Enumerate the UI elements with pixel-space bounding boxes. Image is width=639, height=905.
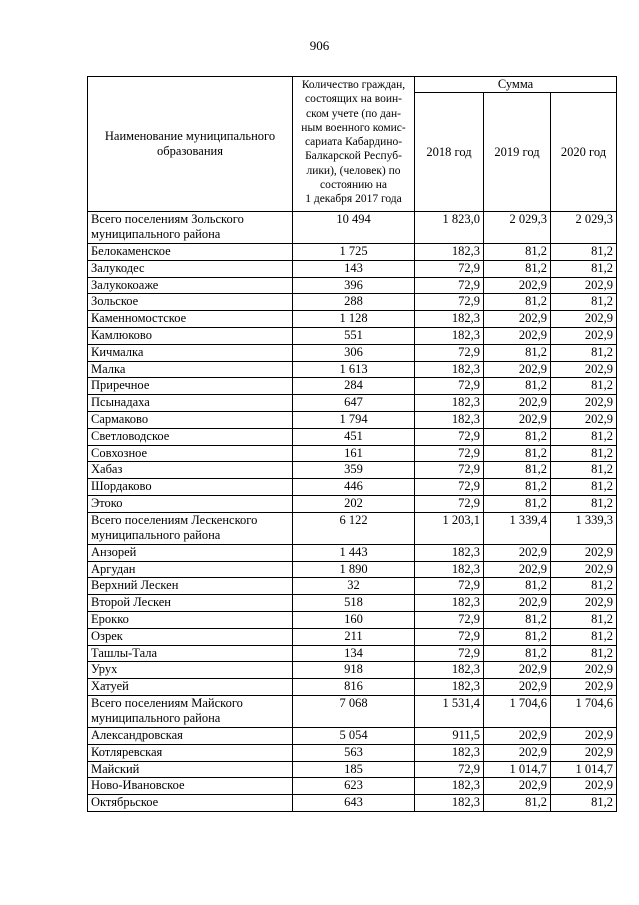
cell-2020: 81,2 [551,428,617,445]
cell-2018: 182,3 [415,327,484,344]
cell-2020: 81,2 [551,795,617,812]
table-body [88,212,617,812]
cell-name [88,378,293,395]
cell-2020: 202,9 [551,361,617,378]
table-row [88,445,617,462]
cell-2019: 2 029,3 [484,212,551,244]
cell-name-text-line2: муниципального района [91,527,221,542]
cell-2018: 182,3 [415,361,484,378]
cell-2019: 81,2 [484,294,551,311]
table-row [88,544,617,561]
cell-2018: 182,3 [415,544,484,561]
cell-2020: 202,9 [551,327,617,344]
cell-2018: 72,9 [415,428,484,445]
cell-name-text: Хатуей [91,679,129,694]
cell-count: 288 [293,294,415,311]
cell-2019: 81,2 [484,479,551,496]
header-count-line: Количество граждан, [301,79,406,91]
cell-name [88,361,293,378]
cell-2018: 72,9 [415,495,484,512]
table-row [88,679,617,696]
cell-count: 563 [293,744,415,761]
cell-2018: 1 203,1 [415,512,484,544]
cell-count: 161 [293,445,415,462]
cell-count: 211 [293,628,415,645]
cell-2018: 72,9 [415,645,484,662]
cell-2018: 72,9 [415,260,484,277]
cell-name-text: Аргудан [91,561,136,576]
cell-2019: 81,2 [484,578,551,595]
cell-count: 160 [293,611,415,628]
cell-2019: 81,2 [484,611,551,628]
cell-name [88,445,293,462]
cell-2019: 81,2 [484,445,551,462]
cell-count: 32 [293,578,415,595]
cell-2020: 202,9 [551,411,617,428]
cell-name-text: Камлюково [91,327,152,342]
allocation-table [87,76,617,812]
table-row [88,628,617,645]
cell-2019: 202,9 [484,679,551,696]
cell-name [88,512,293,544]
table-row [88,428,617,445]
cell-count: 1 725 [293,244,415,261]
cell-2019: 202,9 [484,727,551,744]
cell-count: 1 613 [293,361,415,378]
table-row [88,744,617,761]
cell-name-text: Урух [91,662,118,677]
cell-2018: 72,9 [415,578,484,595]
cell-2020: 81,2 [551,445,617,462]
cell-name [88,327,293,344]
cell-name [88,294,293,311]
table-row [88,361,617,378]
cell-name-text: Озрек [91,628,123,643]
cell-name [88,679,293,696]
cell-name [88,595,293,612]
header-sum: Сумма [415,77,617,93]
cell-name [88,244,293,261]
cell-name [88,578,293,595]
cell-name-text: Приречное [91,378,150,393]
cell-2018: 182,3 [415,244,484,261]
cell-name [88,311,293,328]
cell-2018: 1 823,0 [415,212,484,244]
cell-2018: 72,9 [415,378,484,395]
cell-name-text: Майский [91,761,140,776]
cell-2018: 72,9 [415,611,484,628]
cell-name-text: Ташлы-Тала [91,645,158,660]
cell-2018: 72,9 [415,761,484,778]
cell-count: 1 443 [293,544,415,561]
page-number: 906 [309,38,330,53]
table-row-total [88,512,617,544]
cell-count: 816 [293,679,415,696]
cell-2018: 72,9 [415,277,484,294]
cell-count: 134 [293,645,415,662]
cell-2019: 81,2 [484,344,551,361]
cell-name [88,778,293,795]
cell-name-text: Залукодес [91,260,145,275]
cell-2019: 81,2 [484,795,551,812]
header-count-line: 1 декабря 2017 года [305,193,402,206]
cell-name [88,727,293,744]
cell-2019: 1 704,6 [484,695,551,727]
table-row [88,244,617,261]
cell-count: 6 122 [293,512,415,544]
cell-2018: 182,3 [415,795,484,812]
table-row [88,260,617,277]
header-year-2019: 2019 год [484,93,551,212]
table-row [88,495,617,512]
cell-count: 643 [293,795,415,812]
header-year-2018: 2018 год [415,93,484,212]
cell-2020: 2 029,3 [551,212,617,244]
table-row [88,395,617,412]
cell-count: 518 [293,595,415,612]
cell-count: 284 [293,378,415,395]
cell-name-text: Псынадаха [91,395,150,410]
cell-count: 1 890 [293,561,415,578]
table-row [88,277,617,294]
cell-2018: 182,3 [415,561,484,578]
header-count-line: состоянию на [320,179,387,192]
table-row [88,479,617,496]
cell-2020: 202,9 [551,544,617,561]
cell-2020: 202,9 [551,778,617,795]
cell-name-text: Александровская [91,727,183,742]
cell-2019: 202,9 [484,778,551,795]
cell-name-text: Совхозное [91,445,148,460]
table-row [88,611,617,628]
cell-2020: 81,2 [551,294,617,311]
table-row [88,378,617,395]
cell-2020: 81,2 [551,578,617,595]
header-count-line: Балкарской Респуб- [305,150,402,163]
cell-name [88,260,293,277]
cell-name-text-line2: муниципального района [91,710,221,725]
cell-2019: 202,9 [484,277,551,294]
cell-name [88,212,293,244]
table-row [88,645,617,662]
cell-2018: 182,3 [415,411,484,428]
cell-2019: 81,2 [484,244,551,261]
cell-count: 623 [293,778,415,795]
cell-2020: 81,2 [551,479,617,496]
cell-2020: 81,2 [551,462,617,479]
cell-count: 143 [293,260,415,277]
cell-2019: 1 014,7 [484,761,551,778]
cell-2018: 182,3 [415,778,484,795]
cell-name-text: Всего поселениям Зольского [91,212,244,226]
cell-2019: 81,2 [484,628,551,645]
cell-count: 10 494 [293,212,415,244]
table-row [88,727,617,744]
table-row-total [88,212,617,244]
table-row [88,311,617,328]
cell-name [88,277,293,294]
cell-name-text: Залукокоаже [91,277,159,292]
cell-2020: 202,9 [551,311,617,328]
cell-name [88,479,293,496]
header-count-line: состоящих на воин- [305,93,402,106]
cell-count: 396 [293,277,415,294]
cell-2020: 202,9 [551,662,617,679]
cell-name [88,662,293,679]
cell-2020: 1 014,7 [551,761,617,778]
cell-count: 1 794 [293,411,415,428]
cell-count: 306 [293,344,415,361]
cell-count: 918 [293,662,415,679]
cell-2018: 182,3 [415,395,484,412]
cell-name-text-line2: муниципального района [91,227,221,241]
cell-2020: 202,9 [551,561,617,578]
cell-name-text: Каменномостское [91,311,187,326]
cell-name [88,695,293,727]
cell-2018: 182,3 [415,679,484,696]
cell-name-text: Малка [91,361,126,376]
cell-2020: 81,2 [551,378,617,395]
cell-name-text: Белокаменское [91,244,171,258]
cell-name [88,395,293,412]
cell-2020: 81,2 [551,344,617,361]
header-count [293,77,415,212]
table-row [88,462,617,479]
cell-2020: 81,2 [551,628,617,645]
cell-name [88,544,293,561]
cell-name [88,744,293,761]
cell-2019: 202,9 [484,662,551,679]
cell-2020: 202,9 [551,395,617,412]
cell-2018: 72,9 [415,445,484,462]
cell-name-text: Шордаково [91,479,152,494]
cell-name-text: Всего поселениям Майского [91,695,243,710]
table-row [88,561,617,578]
header-count-line: ском учете (по дан- [306,107,401,120]
header-name: Наименование муниципального образования [88,77,293,212]
header-count-line: ным военного комис- [301,121,406,134]
cell-2019: 1 339,4 [484,512,551,544]
cell-count: 446 [293,479,415,496]
cell-2019: 81,2 [484,378,551,395]
cell-name-text: Анзорей [91,544,137,559]
table-row [88,344,617,361]
table-row-total [88,695,617,727]
cell-count: 202 [293,495,415,512]
cell-name [88,628,293,645]
cell-2019: 81,2 [484,462,551,479]
cell-count: 647 [293,395,415,412]
table-row [88,662,617,679]
cell-name-text: Кичмалка [91,344,144,359]
cell-2020: 81,2 [551,244,617,261]
cell-2019: 202,9 [484,561,551,578]
header-year-2020: 2020 год [551,93,617,212]
cell-2019: 202,9 [484,595,551,612]
cell-2020: 202,9 [551,679,617,696]
cell-name-text: Этоко [91,495,123,510]
cell-name [88,761,293,778]
table-row [88,294,617,311]
cell-2020: 202,9 [551,744,617,761]
cell-name [88,561,293,578]
cell-count: 1 128 [293,311,415,328]
cell-2019: 81,2 [484,428,551,445]
header-count-line: лики), (человек) по [306,164,401,177]
cell-name [88,462,293,479]
cell-2019: 81,2 [484,645,551,662]
cell-2019: 202,9 [484,327,551,344]
cell-2020: 81,2 [551,260,617,277]
cell-2018: 72,9 [415,294,484,311]
cell-2019: 202,9 [484,544,551,561]
cell-2020: 202,9 [551,727,617,744]
cell-count: 359 [293,462,415,479]
cell-name-text: Ерокко [91,611,129,626]
cell-name [88,344,293,361]
cell-2019: 202,9 [484,395,551,412]
cell-name-text: Всего поселениям Лескенского [91,512,258,527]
cell-2018: 182,3 [415,744,484,761]
cell-2018: 1 531,4 [415,695,484,727]
cell-2018: 72,9 [415,628,484,645]
cell-count: 551 [293,327,415,344]
cell-name-text: Сармаково [91,411,149,426]
cell-2018: 72,9 [415,479,484,496]
cell-count: 7 068 [293,695,415,727]
cell-name [88,795,293,812]
cell-name [88,495,293,512]
cell-2019: 202,9 [484,361,551,378]
table-row [88,578,617,595]
cell-name [88,645,293,662]
cell-2018: 182,3 [415,662,484,679]
cell-2019: 81,2 [484,260,551,277]
cell-name-text: Светловодское [91,428,170,443]
cell-name-text: Октябрьское [91,795,159,810]
table-row [88,411,617,428]
table-row [88,761,617,778]
cell-count: 185 [293,761,415,778]
cell-2019: 81,2 [484,495,551,512]
cell-2019: 202,9 [484,744,551,761]
cell-2020: 81,2 [551,611,617,628]
cell-2020: 202,9 [551,277,617,294]
cell-2018: 72,9 [415,462,484,479]
cell-2020: 202,9 [551,595,617,612]
cell-name-text: Второй Лескен [91,595,171,610]
cell-name [88,411,293,428]
cell-2019: 202,9 [484,411,551,428]
table-row [88,778,617,795]
cell-2020: 1 339,3 [551,512,617,544]
table-row [88,595,617,612]
cell-name-text: Ново-Ивановское [91,778,185,793]
cell-name-text: Котляревская [91,744,163,759]
cell-2018: 911,5 [415,727,484,744]
table-row [88,795,617,812]
cell-2018: 182,3 [415,311,484,328]
header-count-line: сариата Кабардино- [304,136,403,149]
cell-2018: 72,9 [415,344,484,361]
table-header [88,77,617,212]
cell-2018: 182,3 [415,595,484,612]
cell-name-text: Зольское [91,294,139,309]
cell-name-text: Хабаз [91,462,123,477]
cell-name [88,428,293,445]
cell-2020: 81,2 [551,495,617,512]
cell-2019: 202,9 [484,311,551,328]
cell-name [88,611,293,628]
cell-count: 5 054 [293,727,415,744]
cell-count: 451 [293,428,415,445]
cell-2020: 1 704,6 [551,695,617,727]
cell-2020: 81,2 [551,645,617,662]
table-row [88,327,617,344]
cell-name-text: Верхний Лескен [91,578,179,593]
